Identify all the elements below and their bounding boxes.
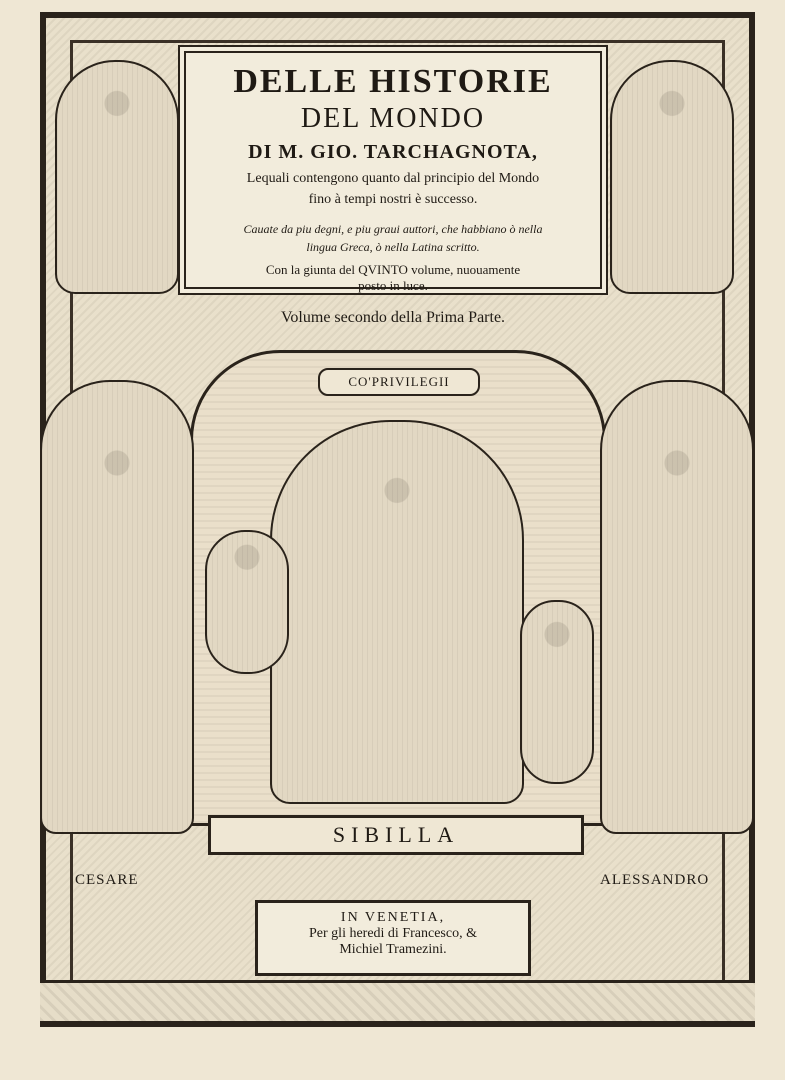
privilege-cartouche: CO'PRIVILEGII — [318, 368, 480, 396]
source-line: Cauate da piu degni, e piu graui auttori, che habbiano ò nella — [243, 222, 543, 236]
left-cherub-figure — [205, 530, 289, 674]
cesare-label: CESARE — [75, 872, 139, 888]
addition-line: posto in luce. — [358, 278, 428, 293]
title-line: DELLE HISTORIE — [233, 63, 553, 100]
subtitle-line: fino à tempi nostri è successo. — [308, 192, 478, 207]
alessandro-figure — [600, 380, 754, 834]
imprint-city: IN VENETIA, — [340, 910, 446, 925]
bottom-ornament — [40, 980, 755, 1021]
volume-line: Volume secondo della Prima Parte. — [280, 309, 506, 326]
subtitle-line: Lequali contengono quanto dal principio del Mondo — [246, 171, 540, 186]
right-cherub-figure — [520, 600, 594, 784]
imprint-cartouche — [255, 900, 531, 976]
alessandro-label: ALESSANDRO — [600, 872, 710, 888]
source-line: lingua Greca, ò nella Latina scritto. — [306, 240, 480, 254]
sibyl-figure — [270, 420, 524, 804]
imprint-publisher: Per gli heredi di Francesco, & — [309, 926, 477, 941]
left-caryatid-figure — [55, 60, 179, 294]
sibilla-label: SIBILLA — [208, 815, 584, 855]
imprint-publisher: Michiel Tramezini. — [339, 942, 447, 957]
author-line: DI M. GIO. TARCHAGNOTA, — [248, 141, 538, 163]
title-cartouche — [178, 45, 608, 326]
right-caryatid-figure — [610, 60, 734, 294]
cesare-figure — [40, 380, 194, 834]
addition-line: Con la giunta del QVINTO volume, nuouamente — [265, 262, 521, 277]
title-line: DEL MONDO — [300, 103, 486, 134]
